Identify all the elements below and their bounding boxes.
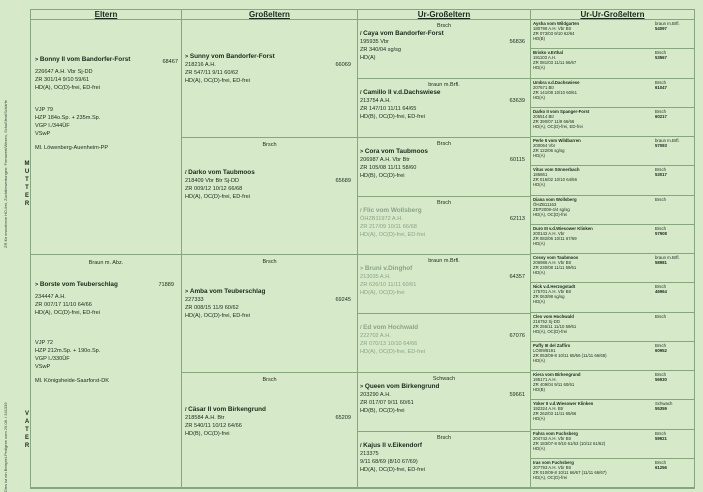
great-great-grandparent-cell <box>531 459 694 488</box>
grandparent-line2: ZR 009/12 10/12 66/68 <box>185 186 243 192</box>
ggg-name: Perle II vom Wildbarren <box>533 138 581 143</box>
grandparent-line2: ZR 547/11 9/11 60/62 <box>185 70 239 76</box>
great-grandparent-id: 56836 <box>509 39 525 45</box>
father-result-vjp: VJP 72 <box>35 340 53 346</box>
ggg-name: Vitus vom Sönnerbach <box>533 167 580 173</box>
ggg-line: ZR 141/08 10/10 60/61 <box>533 89 577 95</box>
great-grandparent-id: 62113 <box>509 216 525 222</box>
ggg-line: HD(A), OC(D)-frei <box>533 328 568 334</box>
great-grandparent-id: 64357 <box>509 274 525 280</box>
ggg-color: Brsch <box>655 79 666 85</box>
great-grandparent-line1: 213035 A.H. <box>360 274 391 280</box>
great-grandparent-line3: HD(B), OC(D)-frei, ED-frei <box>360 114 425 120</box>
ggg-line: 207671 Btr <box>533 84 555 90</box>
ggg-line: HD(A) <box>533 182 545 188</box>
grandparent-name: Cäsar II vom Birkengrund <box>188 406 266 413</box>
ggg-line: ZR 183/07-8 9/10 61/63 (10/12 61/62) <box>533 440 606 446</box>
ggg-line: HD(A) <box>533 299 545 305</box>
mother-result-vgp: VGP I./344ÜF <box>35 123 70 129</box>
ggg-line: HD(A) <box>533 65 545 71</box>
great-grandparent-color: Schwach <box>432 376 456 382</box>
arrow-icon: > <box>360 266 364 272</box>
grandparent-cell-3 <box>182 255 358 373</box>
grandparent-name: Sunny vom Bandorfer-Forst <box>189 53 275 60</box>
ggg-line: ZR 063/98 sg/sg <box>533 294 565 300</box>
ggg-line: ZEP2008-4/4 sg/sg <box>533 206 570 212</box>
great-great-grandparent-cell <box>531 225 694 254</box>
great-grandparent-cell-7 <box>358 373 531 432</box>
great-grandparent-line1: 213754 A.H. <box>360 98 391 104</box>
grandparent-id: 65209 <box>335 415 351 421</box>
ggg-line: ÖHZB11163 <box>533 201 557 207</box>
great-grandparent-id: 67076 <box>509 333 525 339</box>
header-grandparents: Großeltern <box>182 10 358 20</box>
ggg-name: Kiera vom Birkengrund <box>533 372 581 377</box>
great-grandparent-name: Queen vom Birkengrund <box>364 383 440 390</box>
grandparent-color: Brsch <box>262 259 277 265</box>
ggg-color: Brsch <box>655 342 666 348</box>
ggg-line: LOI09/8191 <box>533 347 556 353</box>
great-great-grandparent-cell <box>531 137 694 166</box>
ggg-name: Aysha vom Wildgarten <box>533 21 580 26</box>
great-grandparent-name: Caya vom Bandorfer-Forst <box>363 30 444 37</box>
father-result-ml: Ml. Königsheide-Saarforst-DK <box>35 378 109 384</box>
grandparent-color: Brsch <box>262 377 277 383</box>
grandparent-cell-2 <box>182 138 358 255</box>
great-great-grandparent-cell <box>531 108 694 137</box>
ggg-line: 192324 A.H. Btr <box>533 406 564 412</box>
great-great-grandparent-cell <box>531 430 694 459</box>
grandparent-line2: ZR 540/11 10/12 64/66 <box>185 423 242 429</box>
great-grandparent-line1: 195935 Vbr <box>360 39 389 45</box>
ggg-name: Cessy vom Taubmoos <box>533 255 579 260</box>
slash-icon: / <box>360 31 362 37</box>
great-great-grandparent-cell <box>531 283 694 312</box>
great-grandparent-color: braun m.Brfl. <box>428 258 460 264</box>
great-grandparent-name: Camillo II v.d.Dachswiese <box>363 89 441 96</box>
margin-text-top: ZR für erworbene HD-frei, Zuchtbewertungen: Formwert/Wesen, Schußfest/Schärfe <box>3 100 8 248</box>
left-margin <box>2 8 18 492</box>
great-grandparent-name: Bruni v.Dinghof <box>364 265 413 272</box>
ggg-line: ZR 255/11 11/10 59/61 <box>533 323 577 329</box>
grandparent-line1: 227333 <box>185 297 204 303</box>
arrow-icon: > <box>360 149 364 155</box>
great-grandparent-color: Brsch <box>436 435 452 441</box>
grandparent-line3: HD(B), OC(D)-frei <box>185 431 230 437</box>
ggg-line: 191103 A.H. <box>533 55 557 61</box>
great-grandparent-line2: ZR 340/04 sg/sg <box>360 47 402 53</box>
great-grandparent-line2: ZR 105/08 11/11 58/60 <box>360 165 417 171</box>
great-grandparent-cell-1 <box>358 20 531 79</box>
ggg-line: 205514 Btr <box>533 113 555 119</box>
ggg-line: HD(A), OC(D)-frei <box>533 474 568 480</box>
mother-line2: ZR 301/14 9/10 59/61 <box>35 77 90 83</box>
ggg-line: ZR 122/06 sg/sg <box>533 148 565 153</box>
ggg-id: 60952 <box>655 347 667 353</box>
great-grandparent-line3: HD(A), OC(D)-frei <box>360 290 405 296</box>
parent-mother-cell <box>31 20 182 255</box>
great-grandparent-line1: 213375 <box>360 451 379 457</box>
mother-result-vjp: VJP 79 <box>35 107 53 113</box>
ggg-line: ZR 390/07 11/9 66/66 <box>533 118 575 124</box>
ggg-id: 56930 <box>655 377 667 382</box>
great-grandparent-line3: HD(A) <box>360 55 376 61</box>
ggg-name: Fahra vom Fuchsberg <box>533 430 578 436</box>
grandparent-line1: 218584 A.H. Btr <box>185 415 225 421</box>
parent-father-cell <box>31 255 182 488</box>
ggg-name: Brisko v.Erthal <box>533 50 564 56</box>
ggg-line: HD(A) <box>533 270 545 275</box>
grandparent-line1: 218409 Vbr Btr Sj-DD <box>185 178 240 184</box>
great-grandparent-line3: HD(B), OC(D)-frei <box>360 408 405 414</box>
mother-result-ml: Ml. Löwenberg-Auenheim-PP <box>35 145 109 151</box>
great-grandparent-name: Kajus II v.Eikendorf <box>363 442 422 449</box>
ggg-name: Yoker II v.d.Wiesower Klinken <box>533 401 594 407</box>
ggg-color: Brsch <box>655 313 666 319</box>
slash-icon: / <box>360 90 362 96</box>
ggg-line: ZR 082/06 10/11 67/69 <box>533 235 577 241</box>
ggg-line: ZR 409/04 9/11 60/61 <box>533 382 575 387</box>
great-grandparent-color <box>360 316 528 324</box>
great-grandparent-line3: HD(A), OC(D)-frei, ED-frei <box>360 232 425 238</box>
great-grandparent-line2: ZR 626/10 11/11 60/61 <box>360 282 417 288</box>
great-grandparent-line1: ÖHZB11972 A.H. <box>360 216 403 222</box>
great-grandparent-line2: ZR 070/13 10/10 64/66 <box>360 341 418 347</box>
ggg-line: HD(A), OC(D)-frei <box>533 211 568 217</box>
grandparent-line3: HD(A), OC(D)-frei, ED-frei <box>185 78 250 84</box>
header-great-grandparents: Ur-Großeltern <box>358 10 531 20</box>
great-grandparent-line3: HD(A), OC(D)-frei, ED-frei <box>360 349 425 355</box>
great-grandparent-cell-6 <box>358 314 531 373</box>
arrow-icon: > <box>35 282 39 288</box>
ggg-line: HD(A) <box>533 445 545 451</box>
ggg-color: Brsch <box>655 108 666 114</box>
great-grandparent-line2: ZR 217/09 10/11 66/68 <box>360 224 417 230</box>
great-grandparent-name: Ed vom Hochwald <box>363 324 419 331</box>
father-label: VATER <box>24 411 30 449</box>
great-grandparent-line1: 206987 A.H. Vbr Btr <box>360 157 410 163</box>
ggg-name: Nick v.d.Herzogstadt <box>533 284 576 290</box>
great-grandparent-cell-8 <box>358 432 531 488</box>
ggg-line: 180798 A.H. Vbr Btr <box>533 26 572 31</box>
mother-id: 68467 <box>162 59 178 65</box>
grandparent-cell-4 <box>182 373 358 488</box>
ggg-line: 206988 A.H. Vbr Btr <box>533 260 572 265</box>
ggg-line: HD(A), OC(D)-frei, ED-frei <box>533 123 583 129</box>
grandparent-name: Darko vom Taubmoos <box>188 169 255 176</box>
grandparent-line3: HD(A), OC(D)-frei, ED-frei <box>185 194 250 200</box>
mother-line3: HD(A), OC(D)-frei, ED-frei <box>35 85 100 91</box>
father-color: Braun m. Abz. <box>88 260 124 266</box>
great-grandparent-cell-3 <box>358 138 531 197</box>
slash-icon: / <box>360 208 362 214</box>
slash-icon: / <box>185 407 187 413</box>
father-result-vswp: VSwP <box>35 364 51 370</box>
father-id: 71889 <box>158 282 174 288</box>
ggg-name: Darko II vom Spanger-Forst <box>533 108 590 114</box>
ggg-name: Duro III v.d.Wiesower Klinken <box>533 225 593 231</box>
father-line1: 234447 A.H. <box>35 294 66 300</box>
great-great-grandparent-cell <box>531 342 694 371</box>
great-grandparent-cell-5 <box>358 255 531 314</box>
ggg-line: HD(A) <box>533 416 545 422</box>
great-great-grandparent-cell <box>531 254 694 283</box>
great-grandparent-name: Cora vom Taubmoos <box>364 148 428 155</box>
great-grandparent-color: Brsch <box>436 141 452 147</box>
great-grandparent-color: Brsch <box>436 200 452 206</box>
mother-result-hzp: HZP 184o.Sp. + 235m.Sp. <box>35 115 101 121</box>
grandparent-color: Brsch <box>262 142 277 148</box>
father-result-vgp: VGP I./330ÜF <box>35 356 70 362</box>
father-line2: ZR 007/17 11/10 64/66 <box>35 302 92 308</box>
ggg-line: ZR 016/02 10/10 64/66 <box>533 177 577 183</box>
great-great-grandparent-cell <box>531 166 694 195</box>
ggg-line: HD(B) <box>533 387 545 392</box>
ggg-id: 57908 <box>655 230 667 236</box>
ggg-color: Schwach <box>655 401 673 407</box>
ggg-id: 53017 <box>655 172 667 178</box>
mother-line1: 226647 A.H. Vbr Sj-DD <box>35 69 93 75</box>
header-parents: Eltern <box>31 10 182 20</box>
ggg-color: Brsch <box>655 459 666 465</box>
great-grandparent-line1: 222702 A.H. <box>360 333 391 339</box>
slash-icon: / <box>360 325 362 331</box>
arrow-icon: > <box>360 384 364 390</box>
ggg-color: braun m.Brfl. <box>655 255 680 260</box>
grandparent-cell-1 <box>182 20 358 138</box>
ggg-color: Brsch <box>655 196 666 202</box>
ggg-line: HD(A) <box>533 153 545 158</box>
great-great-grandparent-cell <box>531 313 694 342</box>
ggg-line: 200142 A.H. Vbr <box>533 230 565 236</box>
ggg-line: HD(B) <box>533 36 545 41</box>
ggg-color: Brsch <box>655 167 666 173</box>
grandparent-id: 65689 <box>335 178 351 184</box>
ggg-id: 59921 <box>655 435 667 441</box>
ggg-name: Paffy III del Zaffiro <box>533 342 571 348</box>
ggg-id: 55359 <box>655 406 667 412</box>
great-great-grandparent-cell <box>531 20 694 49</box>
arrow-icon: > <box>35 57 39 63</box>
ggg-id: 60217 <box>655 113 667 119</box>
ggg-color: Brsch <box>655 430 666 436</box>
great-grandparent-cell-4 <box>358 197 531 255</box>
ggg-line: HD(A) <box>533 94 545 100</box>
mother-name: Bonny II vom Bandorfer-Forst <box>39 56 131 63</box>
ggg-line: HD(A) <box>533 240 545 246</box>
great-great-grandparent-cell <box>531 79 694 108</box>
ggg-line: HD(A) <box>533 357 545 363</box>
great-grandparent-line2: ZR 147/10 11/11 64/65 <box>360 106 417 112</box>
ggg-line: ZR 081/03 11/11 66/67 <box>533 60 577 66</box>
ggg-line: 175701 A.H. Vbr Btr <box>533 289 572 295</box>
arrow-icon: > <box>185 54 189 60</box>
ggg-id: 57093 <box>655 143 667 148</box>
great-grandparent-line2: ZR 017/07 9/11 60/61 <box>360 400 414 406</box>
ggg-name: Cleo vom Hochwald <box>533 313 574 319</box>
ggg-line: ZR 262/03 11/11 65/66 <box>533 411 577 417</box>
arrow-icon: > <box>185 289 189 295</box>
mother-label: MUTTER <box>24 161 30 207</box>
ggg-color: Brsch <box>655 284 666 290</box>
father-line3: HD(A), OC(D)-frei, ED-frei <box>35 310 100 316</box>
great-grandparent-name: Flic vom Wollsberg <box>363 207 422 214</box>
ggg-id: 58981 <box>655 260 667 265</box>
great-great-grandparent-cell <box>531 196 694 225</box>
header-great-great-grandparents: Ur-Ur-Großeltern <box>531 10 694 20</box>
margin-text-bottom: Dies ist ein Beispiel-Pedigree vom 29.08. / 341339 <box>3 402 8 492</box>
great-grandparent-id: 63639 <box>509 98 525 104</box>
ggg-color: braun m.Brfl. <box>655 138 680 143</box>
grandparent-name: Amba vom Teuberschlag <box>189 288 266 295</box>
ggg-line: ZR 230/08 11/11 59/61 <box>533 265 577 270</box>
ggg-line: 216752 Sj-DD <box>533 318 560 324</box>
father-result-hzp: HZP 212m.Sp. + 190o.Sp. <box>35 348 101 354</box>
ggg-line: 200064 Vbr <box>533 143 556 148</box>
ggg-color: Brsch <box>655 50 666 56</box>
great-grandparent-color: braun m.Brfl. <box>428 82 460 88</box>
ggg-line: ZR 010/09-8 10/11 66/67 (11/11 66/67) <box>533 469 607 475</box>
ggg-id: 46964 <box>655 289 667 295</box>
father-name: Borste vom Teuberschlag <box>39 281 118 288</box>
great-grandparent-id: 60115 <box>509 157 525 163</box>
ggg-color: Brsch <box>655 225 666 231</box>
great-great-grandparent-cell <box>531 49 694 78</box>
ggg-color: braun m.Brfl. <box>655 21 680 26</box>
great-grandparent-cell-2 <box>358 79 531 138</box>
ggg-id: 61047 <box>655 84 667 90</box>
ggg-line: ZR 073/03 9/10 62/64 <box>533 31 575 36</box>
slash-icon: / <box>360 443 362 449</box>
ggg-line: 207793 A.H. Vbr Btr <box>533 464 572 470</box>
great-grandparent-color: Brsch <box>436 23 452 29</box>
ggg-name: Diana vom Wollsberg <box>533 196 577 202</box>
ggg-name: Umbra v.d.Dachswiese <box>533 79 580 85</box>
grandparent-color <box>185 23 354 31</box>
ggg-id: 53567 <box>655 55 667 61</box>
mother-result-vswp: VSwP <box>35 131 51 137</box>
pedigree-table <box>30 9 695 489</box>
great-grandparent-line2: 9/11 68/69 (8/10 67/69) <box>360 459 418 465</box>
ggg-name: Iras vom Fuchsberg <box>533 459 574 465</box>
ggg-line: 186861 <box>533 172 548 178</box>
great-grandparent-line1: 203290 A.H. <box>360 392 391 398</box>
slash-icon: / <box>185 170 187 176</box>
ggg-line: 195171 A.H. <box>533 377 557 382</box>
great-grandparent-id: 59661 <box>509 392 525 398</box>
ggg-color: Brsch <box>655 372 666 377</box>
grandparent-line2: ZR 008/15 11/9 60/62 <box>185 305 239 311</box>
ggg-line: ZR 053/09-8 10/11 65/66 (11/11 66/68) <box>533 352 607 358</box>
great-great-grandparent-cell <box>531 400 694 429</box>
grandparent-id: 69245 <box>335 297 351 303</box>
ggg-line: 204742 A.H. Vbr Btr <box>533 435 572 441</box>
great-great-grandparent-cell <box>531 371 694 400</box>
ggg-id: 54097 <box>655 26 667 31</box>
ggg-id: 61256 <box>655 464 667 470</box>
great-grandparent-line3: HD(A), OC(D)-frei, ED-frei <box>360 467 425 473</box>
great-grandparent-line3: HD(B), OC(D)-frei <box>360 173 405 179</box>
grandparent-line1: 218216 A.H. <box>185 62 216 68</box>
grandparent-id: 66069 <box>335 62 351 68</box>
grandparent-line3: HD(A), OC(D)-frei, ED-frei <box>185 313 250 319</box>
